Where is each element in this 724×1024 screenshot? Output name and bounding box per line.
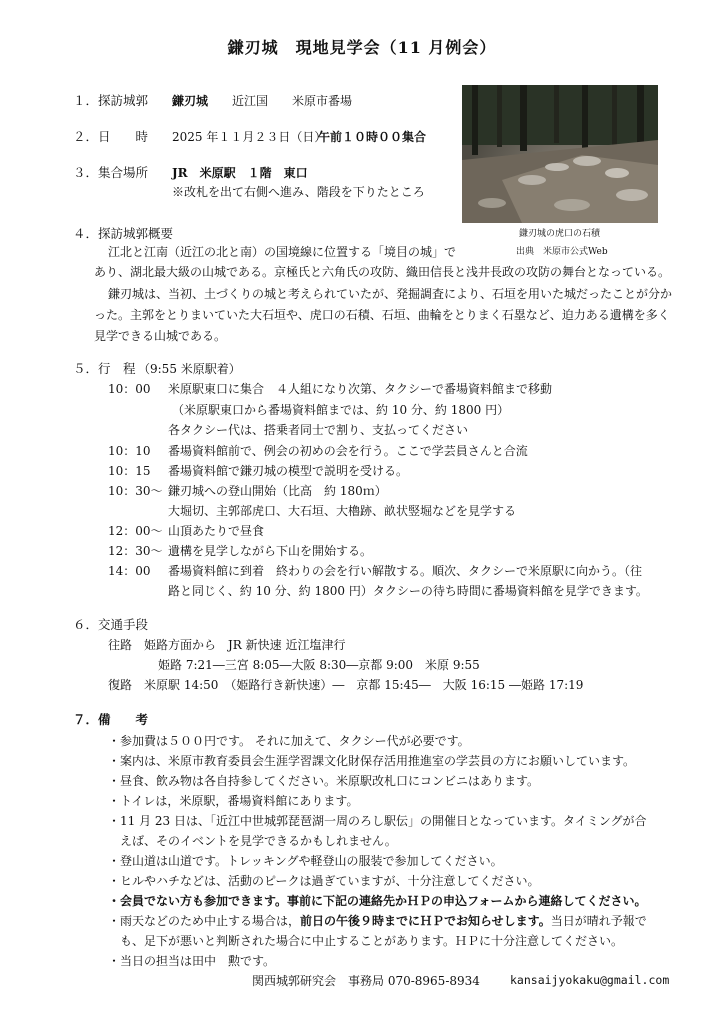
return-route: 復路 米原駅 14:50 （姫路行き新快速）― 京都 15:45― 大阪 16:15 ―姫路 17:19 [108, 678, 584, 692]
event-date: 2025 年１１月２３日（日） [172, 130, 327, 144]
arrival-note: （9:55 米原駅着） [138, 362, 241, 376]
schedule-time: 12：00～ [108, 524, 163, 538]
schedule-text: 路と同じく、約 10 分、約 1800 円）タクシーの待ち時間に番場資料館を見学できます。 [168, 584, 648, 598]
contact-email[interactable]: kansaijyokaku@gmail.com [510, 973, 670, 987]
schedule-text: 番場資料館で鎌刃城の模型で説明を受ける。 [168, 464, 409, 478]
overview-line: 鎌刃城は、当初、土づくりの城と考えられていたが、発掘調査により、石垣を用いた城だったことが分か [108, 287, 673, 301]
overview-line: った。主郭をとりまいていた大石垣や、虎口の石積、石垣、曲輪をとりまく石塁など、迫力ある遺構を多く [94, 308, 670, 322]
contact-info: 関西城郭研究会 事務局 070-8965-8934 [252, 974, 480, 988]
rain-note-pre: ・雨天などのため中止する場合は， [108, 914, 301, 928]
note-line: えば、そのイベントを見学できるかもしれません。 [120, 834, 397, 848]
meeting-place: JR 米原駅 １階 東口 [172, 166, 308, 180]
schedule-time: 10：30～ [108, 484, 163, 498]
schedule-time: 12：30～ [108, 544, 163, 558]
note-line: ・参加費は５００円です。 それに加えて、タクシー代が必要です。 [108, 734, 470, 748]
province: 近江国 [232, 94, 269, 108]
note-line: ・トイレは，米原駅，番場資料館にあります。 [108, 794, 359, 808]
item4-label: ４．探訪城郭概要 [73, 226, 174, 241]
schedule-text: （米原駅東口から番場資料館までは、約 10 分、約 1800 円） [172, 403, 510, 417]
note-line: ・登山道は山道です。トレッキングや軽登山の服装で参加してください。 [108, 854, 503, 868]
membership-note: ・会員でない方も参加できます。事前に下記の連絡先かＨＰの申込フォームから連絡してください。 [108, 894, 647, 908]
schedule-text: 山頂あたりで昼食 [168, 524, 265, 538]
schedule-time: 14：00 [108, 564, 151, 578]
schedule-text: 番場資料館に到着 終わりの会を行い解散する。順次、タクシーで米原駅に向かう。（往 [168, 564, 643, 578]
item1-label: １．探訪城郭 [73, 93, 149, 108]
schedule-text: 各タクシー代は、搭乗者同士で割り、支払ってください [168, 423, 469, 437]
schedule-text: 米原駅東口に集合 ４人組になり次第、タクシーで番場資料館まで移動 [168, 382, 553, 396]
photo-source: 出典 米原市公式Web [516, 247, 608, 257]
castle-stone-wall-image [462, 85, 658, 223]
meeting-note: ※改札を出て右側へ進み、階段を下りたところ [172, 185, 425, 199]
schedule-text: 鎌刃城への登山開始（比高 約 180ｍ） [168, 484, 387, 498]
schedule-time: 10：15 [108, 464, 151, 478]
rain-note [108, 915, 647, 927]
schedule-time: 10：00 [108, 382, 151, 396]
overview-line: 江北と江南（近江の北と南）の国境線に位置する「境目の城」で [108, 245, 457, 259]
note-line: ・ヒルやハチなどは、活動のピークは過ぎていますが、十分注意してください。 [108, 874, 540, 888]
schedule-text: 番場資料館前で、例会の初めの会を行う。ここで学芸員さんと合流 [168, 444, 528, 458]
castle-name: 鎌刃城 [172, 94, 209, 108]
overview-line: あり、湖北最大級の山城である。京極氏と六角氏の攻防、織田信長と浅井長政の攻防の舞台となっている。 [94, 265, 671, 279]
overview-line: 見学できる山城である。 [94, 329, 227, 343]
schedule-text: 遺構を見学しながら下山を開始する。 [168, 544, 373, 558]
schedule-text: 大堀切、主郭部虎口、大石垣、大櫓跡、畝状竪堀などを見学する [168, 504, 517, 518]
note-line: ・11 月 23 日は、「近江中世城郭琵琶湖一周のろし駅伝」の開催日となっています。タイミングが合 [108, 814, 647, 828]
item6-label: ６．交通手段 [73, 617, 149, 632]
rain-note-line2: も、足下が悪いと判断された場合に中止することがあります。ＨＰに十分注意してください。 [120, 934, 624, 948]
note-line: ・昼食、飲み物は各自持参してください。米原駅改札口にコンビニはあります。 [108, 774, 540, 788]
item5-label: ５．行 程 [73, 361, 136, 376]
photo-caption: 鎌刃城の虎口の石積 [519, 229, 601, 239]
item3-label: ３．集合場所 [73, 165, 149, 180]
castle-photo [462, 85, 658, 223]
rain-note-bold: 前日の午後９時までにＨＰでお知らせします。 [300, 914, 551, 928]
leader-note: ・当日の担当は田中 勲です。 [108, 954, 276, 968]
schedule-time: 10：10 [108, 444, 151, 458]
page-title: 鎌刃城 現地見学会（11 月例会） [227, 38, 497, 57]
rain-note-post: 当日が晴れ予報で [550, 914, 647, 928]
item7-label: ７．備 考 [73, 712, 149, 727]
event-time: 午前１０時００集合 [318, 130, 427, 144]
outbound-route: 往路 姫路方面から JR 新快速 近江塩津行 [108, 638, 346, 652]
item2-label: ２．日 時 [73, 129, 149, 144]
location: 米原市番場 [292, 94, 353, 108]
outbound-detail: 姫路 7:21―三宮 8:05―大阪 8:30―京都 9:00 米原 9:55 [158, 658, 480, 672]
note-line: ・案内は、米原市教育委員会生涯学習課文化財保存活用推進室の学芸員の方にお願いしています。 [108, 754, 636, 768]
